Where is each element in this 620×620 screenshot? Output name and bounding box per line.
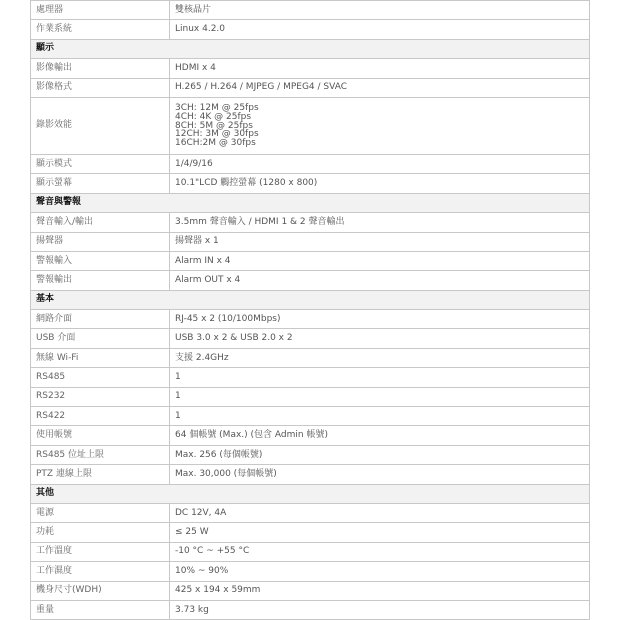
spec-label: 警報輸出 bbox=[31, 271, 170, 290]
spec-value: DC 12V, 4A bbox=[170, 503, 590, 522]
spec-label: 顯示模式 bbox=[31, 154, 170, 173]
spec-value: 1/4/9/16 bbox=[170, 154, 590, 173]
spec-row bbox=[31, 407, 590, 426]
spec-row bbox=[31, 310, 590, 329]
spec-row bbox=[31, 97, 590, 154]
spec-row bbox=[31, 154, 590, 173]
spec-row bbox=[31, 348, 590, 367]
spec-value: 支援 2.4GHz bbox=[170, 348, 590, 367]
spec-row bbox=[31, 174, 590, 193]
spec-value: 64 個帳號 (Max.) (包含 Admin 帳號) bbox=[170, 426, 590, 445]
spec-row bbox=[31, 503, 590, 522]
spec-row bbox=[31, 78, 590, 97]
spec-row bbox=[31, 232, 590, 251]
spec-label: 工作溫度 bbox=[31, 542, 170, 561]
spec-value: RJ-45 x 2 (10/100Mbps) bbox=[170, 310, 590, 329]
spec-value: HDMI x 4 bbox=[170, 59, 590, 78]
spec-value: 10.1"LCD 觸控螢幕 (1280 x 800) bbox=[170, 174, 590, 193]
spec-row bbox=[31, 59, 590, 78]
spec-label: 聲音輸入/輸出 bbox=[31, 213, 170, 232]
spec-value: 雙核晶片 bbox=[170, 1, 590, 20]
spec-label: 工作濕度 bbox=[31, 562, 170, 581]
spec-value: ≤ 25 W bbox=[170, 523, 590, 542]
section-title: 基本 bbox=[31, 290, 590, 309]
spec-row bbox=[31, 581, 590, 600]
spec-row bbox=[31, 1, 590, 20]
spec-row bbox=[31, 387, 590, 406]
spec-row bbox=[31, 271, 590, 290]
spec-label: RS485 位址上限 bbox=[31, 445, 170, 464]
spec-value: 3CH: 12M @ 25fps 4CH: 4K @ 25fps 8CH: 5M @ 25fps 12CH: 3M @ 30fps 16CH:2M @ 30fps bbox=[170, 97, 590, 154]
spec-value: 10% ~ 90% bbox=[170, 562, 590, 581]
spec-row bbox=[31, 600, 590, 619]
spec-row bbox=[31, 465, 590, 484]
section-title: 聲音與警報 bbox=[31, 193, 590, 212]
spec-row bbox=[31, 542, 590, 561]
spec-label: 處理器 bbox=[31, 1, 170, 20]
spec-label: RS232 bbox=[31, 387, 170, 406]
section-header-row bbox=[31, 290, 590, 309]
spec-value: 3.5mm 聲音輸入 / HDMI 1 & 2 聲音輸出 bbox=[170, 213, 590, 232]
spec-row bbox=[31, 562, 590, 581]
section-title: 顯示 bbox=[31, 39, 590, 58]
section-header-row bbox=[31, 484, 590, 503]
spec-value: 425 x 194 x 59mm bbox=[170, 581, 590, 600]
spec-value: Max. 256 (每個帳號) bbox=[170, 445, 590, 464]
spec-label: 影像格式 bbox=[31, 78, 170, 97]
spec-value: Alarm OUT x 4 bbox=[170, 271, 590, 290]
spec-label: 重量 bbox=[31, 600, 170, 619]
spec-value: 1 bbox=[170, 407, 590, 426]
spec-value: Alarm IN x 4 bbox=[170, 251, 590, 270]
spec-row bbox=[31, 523, 590, 542]
spec-value: Linux 4.2.0 bbox=[170, 20, 590, 39]
section-title: 其他 bbox=[31, 484, 590, 503]
spec-label: 無線 Wi-Fi bbox=[31, 348, 170, 367]
spec-label: 揚聲器 bbox=[31, 232, 170, 251]
spec-label: USB 介面 bbox=[31, 329, 170, 348]
spec-row bbox=[31, 368, 590, 387]
spec-label: RS485 bbox=[31, 368, 170, 387]
spec-row bbox=[31, 20, 590, 39]
section-header-row bbox=[31, 39, 590, 58]
spec-label: 影像輸出 bbox=[31, 59, 170, 78]
spec-label: 錄影效能 bbox=[31, 97, 170, 154]
spec-label: 機身尺寸(WDH) bbox=[31, 581, 170, 600]
spec-label: 網路介面 bbox=[31, 310, 170, 329]
spec-value: H.265 / H.264 / MJPEG / MPEG4 / SVAC bbox=[170, 78, 590, 97]
spec-row bbox=[31, 329, 590, 348]
spec-label: 警報輸入 bbox=[31, 251, 170, 270]
spec-table bbox=[30, 0, 590, 620]
spec-value: 1 bbox=[170, 368, 590, 387]
spec-value: Max. 30,000 (每個帳號) bbox=[170, 465, 590, 484]
spec-label: RS422 bbox=[31, 407, 170, 426]
spec-table-body bbox=[31, 1, 590, 620]
spec-label: 電源 bbox=[31, 503, 170, 522]
spec-label: PTZ 連線上限 bbox=[31, 465, 170, 484]
spec-row bbox=[31, 251, 590, 270]
spec-label: 使用帳號 bbox=[31, 426, 170, 445]
spec-row bbox=[31, 445, 590, 464]
section-header-row bbox=[31, 193, 590, 212]
spec-label: 功耗 bbox=[31, 523, 170, 542]
spec-value: 揚聲器 x 1 bbox=[170, 232, 590, 251]
spec-value: USB 3.0 x 2 & USB 2.0 x 2 bbox=[170, 329, 590, 348]
spec-value: 1 bbox=[170, 387, 590, 406]
spec-label: 作業系統 bbox=[31, 20, 170, 39]
spec-value: -10 °C ~ +55 °C bbox=[170, 542, 590, 561]
spec-value: 3.73 kg bbox=[170, 600, 590, 619]
spec-label: 顯示螢幕 bbox=[31, 174, 170, 193]
spec-row bbox=[31, 426, 590, 445]
spec-row bbox=[31, 213, 590, 232]
